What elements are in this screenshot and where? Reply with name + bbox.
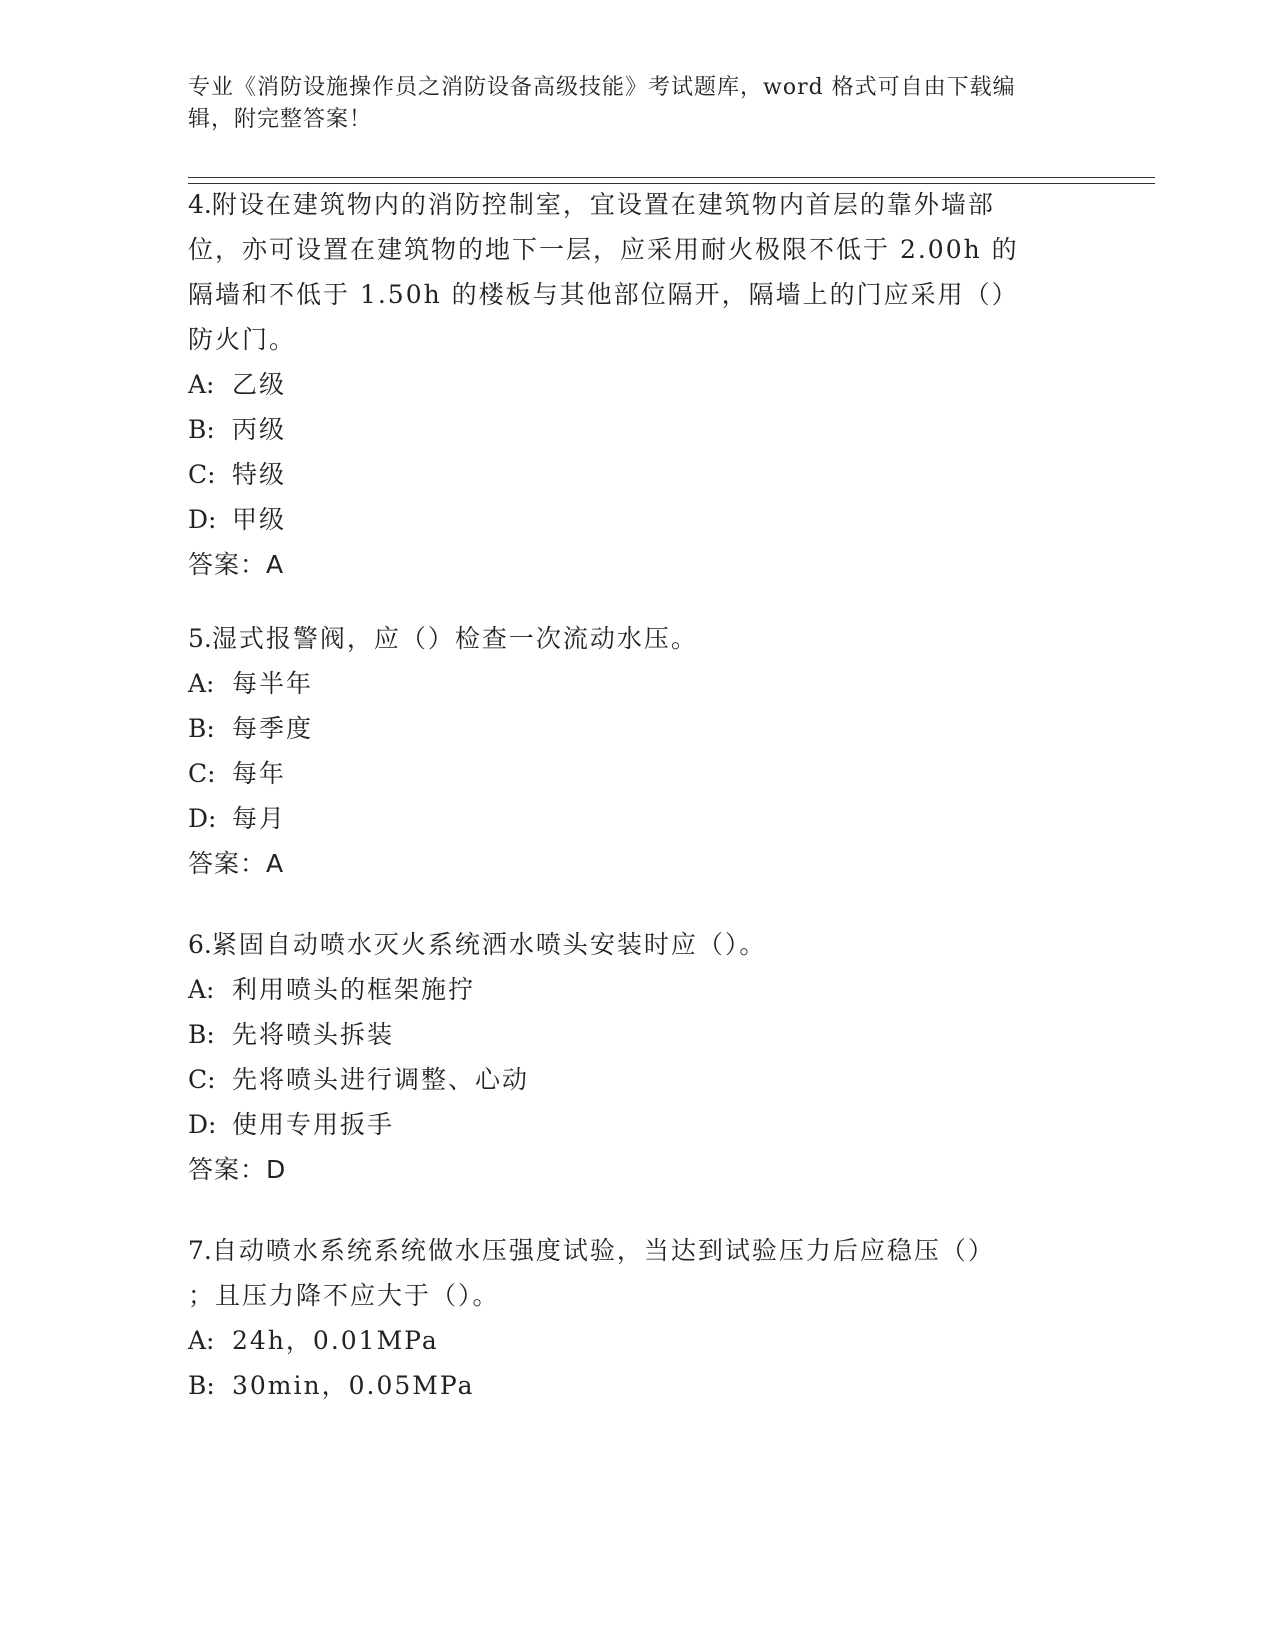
option-b bbox=[188, 1363, 1068, 1408]
option-text: 每年 bbox=[232, 759, 287, 788]
option-text: 每半年 bbox=[232, 669, 314, 698]
option-text: 丙级 bbox=[232, 415, 287, 444]
question-stem bbox=[188, 616, 1068, 661]
answer-label: 答案： bbox=[188, 550, 267, 579]
stem-line: 6.紧固自动喷水灭火系统洒水喷头安装时应（）。 bbox=[188, 930, 767, 959]
option-text: 24h，0.01MPa bbox=[232, 1326, 439, 1355]
header-line-2: 辑，附完整答案！ bbox=[188, 107, 373, 132]
option-text: 利用喷头的框架施拧 bbox=[232, 975, 476, 1004]
stem-line: 防火门。 bbox=[188, 325, 297, 354]
option-text: 30min，0.05MPa bbox=[232, 1371, 475, 1400]
option-a bbox=[188, 661, 1068, 706]
question-5 bbox=[188, 616, 1068, 886]
answer-value: D bbox=[266, 1155, 287, 1184]
question-number: 4. bbox=[188, 190, 212, 219]
stem-line: 隔墙和不低于 1.50h 的楼板与其他部位隔开，隔墙上的门应采用（） bbox=[188, 280, 1019, 309]
option-key: C: bbox=[188, 1065, 216, 1094]
header-line-1: 专业《消防设施操作员之消防设备高级技能》考试题库，word 格式可自由下载编 bbox=[188, 75, 1016, 100]
question-4 bbox=[188, 182, 1068, 587]
option-text: 先将喷头进行调整、心动 bbox=[232, 1065, 530, 1094]
answer-value: A bbox=[266, 550, 285, 579]
question-stem bbox=[188, 1228, 1068, 1318]
option-text: 每月 bbox=[232, 804, 287, 833]
option-b bbox=[188, 1012, 1068, 1057]
stem-line: 位，亦可设置在建筑物的地下一层，应采用耐火极限不低于 2.00h 的 bbox=[188, 235, 1019, 264]
option-c bbox=[188, 452, 1068, 497]
option-a bbox=[188, 967, 1068, 1012]
question-stem bbox=[188, 182, 1068, 362]
option-key: C: bbox=[188, 759, 216, 788]
answer-line bbox=[188, 841, 1068, 886]
question-number: 6. bbox=[188, 930, 212, 959]
option-key: B: bbox=[188, 1371, 215, 1400]
option-key: D: bbox=[188, 505, 217, 534]
option-b bbox=[188, 407, 1068, 452]
option-b bbox=[188, 706, 1068, 751]
option-text: 甲级 bbox=[232, 505, 287, 534]
stem-line: 7.自动喷水系统系统做水压强度试验，当达到试验压力后应稳压（） bbox=[188, 1236, 995, 1265]
option-c bbox=[188, 751, 1068, 796]
option-key: A: bbox=[188, 1326, 215, 1355]
option-key: B: bbox=[188, 415, 215, 444]
document-header bbox=[188, 72, 1068, 136]
stem-line: ；且压力降不应大于（）。 bbox=[188, 1281, 500, 1310]
answer-line bbox=[188, 1147, 1068, 1192]
option-key: A: bbox=[188, 669, 215, 698]
question-6 bbox=[188, 922, 1068, 1192]
answer-label: 答案： bbox=[188, 849, 267, 878]
option-text: 使用专用扳手 bbox=[232, 1110, 395, 1139]
question-stem bbox=[188, 922, 1068, 967]
option-key: A: bbox=[188, 975, 215, 1004]
option-key: C: bbox=[188, 460, 216, 489]
option-d bbox=[188, 1102, 1068, 1147]
option-c bbox=[188, 1057, 1068, 1102]
option-a bbox=[188, 362, 1068, 407]
stem-line: 4.附设在建筑物内的消防控制室，宜设置在建筑物内首层的靠外墙部 bbox=[188, 190, 995, 219]
option-key: D: bbox=[188, 804, 217, 833]
option-text: 特级 bbox=[232, 460, 287, 489]
option-key: A: bbox=[188, 370, 215, 399]
question-number: 5. bbox=[188, 624, 212, 653]
option-d bbox=[188, 497, 1068, 542]
answer-line bbox=[188, 542, 1068, 587]
question-number: 7. bbox=[188, 1236, 212, 1265]
option-key: D: bbox=[188, 1110, 217, 1139]
question-7 bbox=[188, 1228, 1068, 1408]
answer-label: 答案： bbox=[188, 1155, 267, 1184]
option-key: B: bbox=[188, 714, 215, 743]
option-a bbox=[188, 1318, 1068, 1363]
option-text: 乙级 bbox=[232, 370, 287, 399]
option-text: 每季度 bbox=[232, 714, 314, 743]
answer-value: A bbox=[266, 849, 285, 878]
option-key: B: bbox=[188, 1020, 215, 1049]
option-text: 先将喷头拆装 bbox=[232, 1020, 395, 1049]
stem-line: 5.湿式报警阀，应（）检查一次流动水压。 bbox=[188, 624, 698, 653]
option-d bbox=[188, 796, 1068, 841]
